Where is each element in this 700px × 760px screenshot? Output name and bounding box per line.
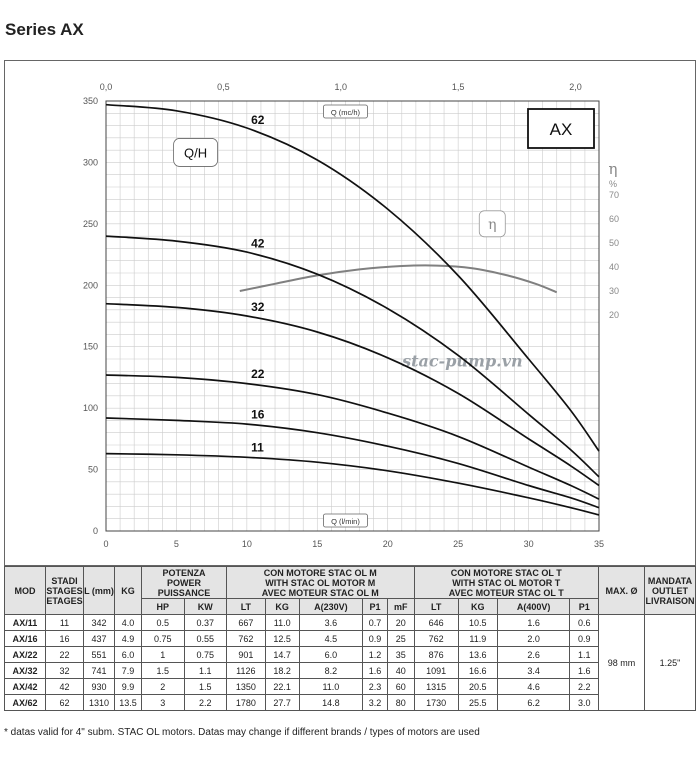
table-cell: 22.1 — [265, 679, 299, 695]
top-tick-label: 0,5 — [217, 82, 230, 92]
col-motor-m: CON MOTORE STAC OL M WITH STAC OL MOTOR M AVEC MOTEUR STAC OL M — [227, 567, 415, 599]
subheader-cell: P1 — [363, 599, 388, 615]
table-cell: 1310 — [84, 695, 115, 711]
table-cell: 4.9 — [115, 631, 142, 647]
curve-label-22: 22 — [251, 367, 265, 382]
table-cell: 60 — [387, 679, 414, 695]
subheader-cell: KG — [265, 599, 299, 615]
table-cell: 762 — [414, 631, 458, 647]
curve-label-62: 62 — [251, 112, 265, 127]
x-tick-label: 0 — [103, 539, 109, 549]
bottom-unit-label: Q (l/min) — [331, 517, 360, 526]
top-tick-label: 1,5 — [451, 82, 465, 92]
table-cell: 1.6 — [570, 663, 599, 679]
table-cell: 11.0 — [299, 679, 362, 695]
subheader-cell: A(230V) — [299, 599, 362, 615]
table-cell: 1.5 — [184, 679, 227, 695]
col-mod: MOD — [5, 567, 46, 615]
table-cell: 0.37 — [184, 615, 227, 631]
table-cell: 342 — [84, 615, 115, 631]
table-cell: 3.2 — [363, 695, 388, 711]
top-tick-label: 0,0 — [99, 82, 113, 92]
y-tick-label: 250 — [82, 218, 98, 229]
table-cell: 11 — [46, 615, 84, 631]
table-row — [5, 647, 696, 663]
table-cell: 16.6 — [458, 663, 497, 679]
table-cell: 1.6 — [363, 663, 388, 679]
top-unit-label: Q (mc/h) — [330, 108, 361, 117]
y-tick-label: 300 — [82, 157, 98, 168]
table-cell: 551 — [84, 647, 115, 663]
model-cell: AX/42 — [5, 679, 46, 695]
table-cell: 1 — [142, 647, 185, 663]
eff-tick-label: 60 — [609, 214, 620, 224]
table-cell: 6.2 — [497, 695, 570, 711]
model-cell: AX/11 — [5, 615, 46, 631]
table-cell: 2.0 — [497, 631, 570, 647]
table-cell: 3.0 — [570, 695, 599, 711]
table-cell: 1.6 — [497, 615, 570, 631]
table-cell: 0.9 — [363, 631, 388, 647]
table-cell: 10.5 — [458, 615, 497, 631]
table-row — [5, 615, 696, 631]
table-cell: 4.5 — [299, 631, 362, 647]
y-tick-label: 100 — [82, 403, 98, 414]
table-cell: 0.7 — [363, 615, 388, 631]
y-tick-label: 0 — [92, 526, 98, 536]
table-cell: 2 — [142, 679, 185, 695]
table-row — [5, 631, 696, 647]
table-cell: 1091 — [414, 663, 458, 679]
chart-svg — [5, 61, 695, 565]
y-tick-label: 350 — [82, 96, 98, 106]
table-cell: 35 — [387, 647, 414, 663]
table-row — [5, 679, 696, 695]
table-cell: 11.9 — [458, 631, 497, 647]
x-tick-label: 25 — [453, 539, 464, 549]
x-tick-label: 5 — [173, 539, 179, 549]
y-tick-label: 150 — [82, 341, 98, 352]
col-length: L (mm) — [84, 567, 115, 615]
table-cell: 1780 — [227, 695, 266, 711]
table-cell: 25.5 — [458, 695, 497, 711]
eff-axis-symbol: η — [608, 160, 618, 178]
x-tick-label: 30 — [523, 539, 534, 549]
table-cell: 32 — [46, 663, 84, 679]
footnote: * datas valid for 4" subm. STAC OL motors. Datas may change if different brands / types of motors are used — [4, 727, 480, 738]
table-cell: 0.9 — [570, 631, 599, 647]
model-cell: AX/22 — [5, 647, 46, 663]
col-power: POTENZA POWER PUISSANCE — [142, 567, 227, 599]
top-tick-label: 2,0 — [569, 82, 582, 92]
subheader-cell: A(400V) — [497, 599, 570, 615]
col-kg: KG — [115, 567, 142, 615]
y-tick-label: 50 — [87, 464, 98, 475]
table-cell: 901 — [227, 647, 266, 663]
table-cell: 646 — [414, 615, 458, 631]
pump-curve-chart — [4, 60, 696, 566]
subheader-cell: P1 — [570, 599, 599, 615]
table-cell: 2.3 — [363, 679, 388, 695]
curve-label-42: 42 — [251, 236, 265, 251]
eff-tick-label: 50 — [609, 238, 620, 248]
col-stages: STADI STAGES ETAGES — [46, 567, 84, 615]
table-cell: 1.2 — [363, 647, 388, 663]
curve-label-11: 11 — [251, 440, 264, 455]
table-cell: 0.55 — [184, 631, 227, 647]
eff-tick-label: 20 — [609, 310, 620, 320]
outlet-cell: 1.25" — [645, 615, 696, 711]
model-cell: AX/16 — [5, 631, 46, 647]
table-cell: 667 — [227, 615, 266, 631]
table-cell: 40 — [387, 663, 414, 679]
eff-tick-label: 40 — [609, 262, 620, 272]
table-cell: 62 — [46, 695, 84, 711]
table-body — [5, 615, 696, 711]
x-tick-label: 35 — [593, 539, 605, 549]
table-cell: 8.2 — [299, 663, 362, 679]
table-cell: 20.5 — [458, 679, 497, 695]
table-cell: 20 — [387, 615, 414, 631]
table-cell: 80 — [387, 695, 414, 711]
top-tick-label: 1,0 — [334, 82, 348, 92]
table-cell: 11.0 — [265, 615, 299, 631]
table-header-row — [5, 567, 696, 599]
eff-axis-unit: % — [608, 179, 618, 189]
x-tick-label: 15 — [312, 539, 323, 549]
table-cell: 0.75 — [142, 631, 185, 647]
table-cell: 1.1 — [184, 663, 227, 679]
table-cell: 0.6 — [570, 615, 599, 631]
table-cell: 14.8 — [299, 695, 362, 711]
table-cell: 0.75 — [184, 647, 227, 663]
table-cell: 876 — [414, 647, 458, 663]
table-cell: 1730 — [414, 695, 458, 711]
table-cell: 2.6 — [497, 647, 570, 663]
max-diameter-cell: 98 mm — [599, 615, 645, 711]
table-cell: 13.5 — [115, 695, 142, 711]
model-badge: AX — [549, 120, 573, 139]
curve-label-32: 32 — [251, 299, 265, 314]
table-cell: 6.0 — [115, 647, 142, 663]
curve-label-16: 16 — [251, 407, 265, 422]
model-cell: AX/32 — [5, 663, 46, 679]
table-cell: 1.5 — [142, 663, 185, 679]
table-cell: 18.2 — [265, 663, 299, 679]
table-cell: 437 — [84, 631, 115, 647]
eff-tick-label: 30 — [609, 286, 620, 296]
table-cell: 4.6 — [497, 679, 570, 695]
eff-curve-label: η — [488, 216, 497, 233]
x-tick-label: 20 — [382, 539, 393, 549]
watermark: stac-pump.vn — [402, 351, 523, 371]
table-cell: 3.6 — [299, 615, 362, 631]
table-cell: 762 — [227, 631, 266, 647]
y-tick-label: 200 — [82, 280, 98, 291]
table-cell: 16 — [46, 631, 84, 647]
table-cell: 1315 — [414, 679, 458, 695]
col-outlet: MANDATA OUTLET LIVRAISON — [645, 567, 696, 615]
table-cell: 14.7 — [265, 647, 299, 663]
spec-table — [4, 566, 696, 711]
table-row — [5, 663, 696, 679]
table-cell: 0.5 — [142, 615, 185, 631]
subheader-cell: LT — [227, 599, 266, 615]
table-cell: 13.6 — [458, 647, 497, 663]
table-cell: 930 — [84, 679, 115, 695]
table-cell: 3 — [142, 695, 185, 711]
table-cell: 3.4 — [497, 663, 570, 679]
table-cell: 1126 — [227, 663, 266, 679]
table-cell: 25 — [387, 631, 414, 647]
table-cell: 9.9 — [115, 679, 142, 695]
table-cell: 6.0 — [299, 647, 362, 663]
subheader-cell: LT — [414, 599, 458, 615]
table-cell: 22 — [46, 647, 84, 663]
table-cell: 12.5 — [265, 631, 299, 647]
table-row — [5, 695, 696, 711]
subheader-cell: mF — [387, 599, 414, 615]
table-cell: 27.7 — [265, 695, 299, 711]
model-cell: AX/62 — [5, 695, 46, 711]
table-cell: 4.0 — [115, 615, 142, 631]
table-cell: 2.2 — [570, 679, 599, 695]
table-cell: 42 — [46, 679, 84, 695]
table-cell: 741 — [84, 663, 115, 679]
table-cell: 2.2 — [184, 695, 227, 711]
subheader-cell: KG — [458, 599, 497, 615]
subheader-cell: KW — [184, 599, 227, 615]
table-cell: 7.9 — [115, 663, 142, 679]
table-cell: 1350 — [227, 679, 266, 695]
subheader-cell: HP — [142, 599, 185, 615]
eff-tick-label: 70 — [609, 190, 620, 200]
page-title: Series AX — [5, 20, 84, 39]
qh-label: Q/H — [184, 145, 208, 161]
table-cell: 1.1 — [570, 647, 599, 663]
col-max-d: MAX. Ø — [599, 567, 645, 615]
x-tick-label: 10 — [241, 539, 252, 549]
col-motor-t: CON MOTORE STAC OL T WITH STAC OL MOTOR T AVEC MOTEUR STAC OL T — [414, 567, 598, 599]
